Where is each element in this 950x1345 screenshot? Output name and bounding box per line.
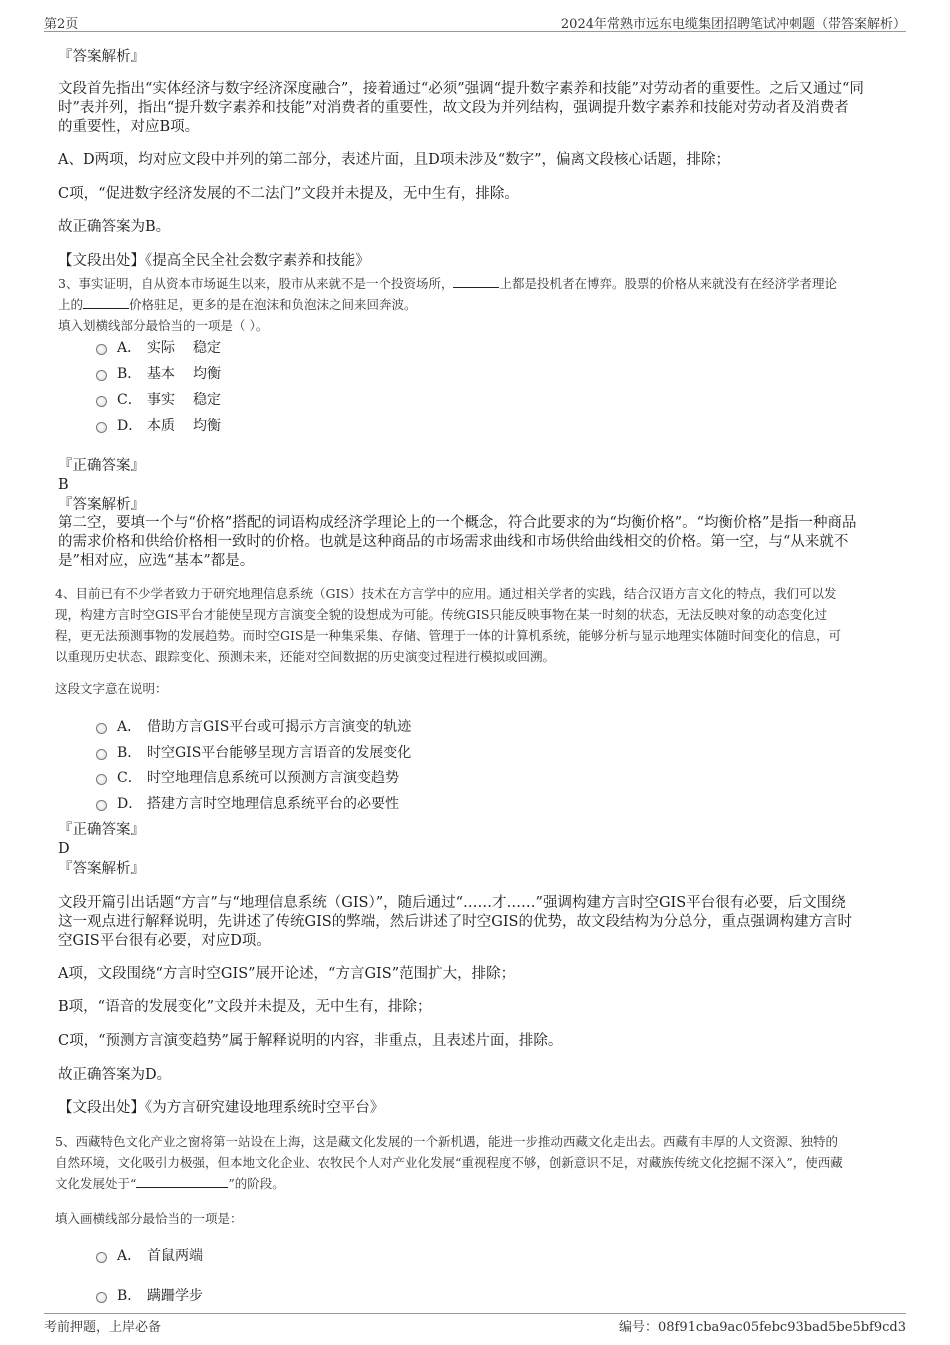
option-text: 首鼠两端 [147,1248,203,1264]
radio-icon[interactable] [96,1292,107,1303]
q3-analysis [58,514,856,571]
option-word-1: 基本 [147,366,175,382]
q2-source [58,252,370,271]
q2-conclusion: 故正确答案为B。 [58,219,171,235]
radio-icon[interactable] [96,774,107,785]
q4-option-c[interactable] [96,767,399,787]
option-word-2: 稳定 [193,392,221,408]
q4-line: 程，更无法预测事物的发展趋势。而时空GIS是一种集采集、存储、管理于一体的计算机系统，能够分析与显示地理实体随时间变化的信息，可 [55,628,841,643]
q3-analysis-line: 第二空，要填一个与“价格”搭配的词语构成经济学理论上的一个概念，符合此要求的为“均衡价格”。“均衡价格”是指一种商品 [58,515,857,531]
option-word-1: 本质 [147,418,175,434]
option-letter: A． [117,1248,142,1264]
q4-source [58,1099,384,1118]
option-word-1: 实际 [147,340,175,356]
option-letter: A． [117,719,142,735]
radio-icon[interactable] [96,344,107,355]
option-letter: B． [117,1288,142,1304]
q5-prompt: 填入画横线部分最恰当的一项是： [55,1211,243,1226]
q3-option-b[interactable] [96,363,221,383]
q5-stem [55,1131,843,1194]
option-word-1: 事实 [147,392,175,408]
q3-blank-2 [83,294,129,309]
q2-c-explanation: C项，“促进数字经济发展的不二法门”文段并未提及，无中生有，排除。 [58,186,519,202]
document-title: 2024年常熟市远东电缆集团招聘笔试冲刺题（带答案解析） [560,17,906,32]
option-letter: D． [117,418,143,434]
q4-line: 以重现历史状态、跟踪变化、预测未来，还能对空间数据的历史演变过程进行模拟或回溯。 [55,649,556,664]
option-word-2: 均衡 [193,418,221,434]
radio-icon[interactable] [96,370,107,381]
q3-text: 上的 [58,297,84,312]
q3-text: 价格驻足，更多的是在泡沫和负泡沫之间来回奔波。 [129,297,417,312]
q4-option-b[interactable] [96,742,411,762]
footer-divider [44,1313,906,1314]
q3-blank-1 [453,273,499,288]
q3-option-c[interactable] [96,389,221,409]
q2-analysis-line: 的重要性，对应B项。 [58,119,200,135]
q2-analysis [58,80,864,137]
q5-option-b[interactable] [96,1285,203,1305]
option-letter: C． [117,770,142,786]
q3-text: 上都是投机者在博弈。股票的价格从来就没有在经济学者理论 [499,276,837,291]
option-text: 蹒跚学步 [147,1288,203,1304]
option-text: 时空地理信息系统可以预测方言演变趋势 [147,770,399,786]
q3-option-d[interactable] [96,415,221,435]
footer-code-value: 08f91cba9ac05febc93bad5be5bf9cd3 [658,1320,906,1335]
q3-prompt: 填入划横线部分最恰当的一项是（ ）。 [58,318,269,333]
q3-analysis-line: 是”相对应，应选“基本”都是。 [58,553,255,569]
q5-option-a[interactable] [96,1245,203,1265]
q4-analysis-line: 这一观点进行解释说明，先讲述了传统GIS的弊端，然后讲述了时空GIS的优势，故文段结构为分总分，重点强调构建方言时 [58,914,852,930]
page-number: 第2页 [44,17,79,32]
q4-line: 4、目前已有不少学者致力于研究地理信息系统（GIS）技术在方言学中的应用。通过相关学者的实践，结合汉语方言文化的特点，我们可以发 [55,586,837,601]
option-letter: B． [117,366,142,382]
q3-analysis-label: 『答案解析』 [58,497,145,513]
q4-conclusion: 故正确答案为D。 [58,1067,172,1083]
q5-line: 自然环境，文化吸引力极强，但本地文化企业、农牧民个人对产业化发展“重视程度不够，创新意识不足，对藏族传统文化挖掘不深入”，使西藏 [55,1155,843,1170]
radio-icon[interactable] [96,723,107,734]
option-letter: A． [117,340,142,356]
source-label: 【文段出处】 [58,1100,145,1116]
option-word-2: 均衡 [193,366,221,382]
q4-option-a[interactable] [96,716,411,736]
source-label: 【文段出处】 [58,253,145,269]
q4-a-explanation: A项，文段围绕“方言时空GIS”展开论述，“方言GIS”范围扩大，排除； [58,966,516,982]
q4-correct-answer: D [58,841,70,857]
footer-slogan: 考前押题，上岸必备 [44,1320,162,1335]
q4-analysis [58,894,852,951]
source-title: 《为方言研究建设地理系统时空平台》 [145,1100,385,1116]
radio-icon[interactable] [96,396,107,407]
q3-correct-label: 『正确答案』 [58,458,145,474]
option-text: 时空GIS平台能够呈现方言语音的发展变化 [147,745,412,761]
option-letter: D． [117,796,143,812]
q2-analysis-line: 时”表并列，指出“提升数字素养和技能”对消费者的重要性，故文段为并列结构，强调提升数字素养和技能对劳动者及消费者 [58,100,849,116]
q3-analysis-line: 的需求价格和供给价格相一致时的价格。也就是这种商品的市场需求曲线和市场供给曲线相交的价格。第一空，与“从来就不 [58,534,849,550]
q2-ad-explanation: A、D两项，均对应文段中并列的第二部分，表述片面，且D项未涉及“数字”，偏离文段核心话题，排除； [58,152,731,168]
q3-option-a[interactable] [96,337,221,357]
q5-blank [136,1173,228,1188]
q2-analysis-line: 文段首先指出“实体经济与数字经济深度融合”，接着通过“必须”强调“提升数字素养和技能”对劳动者的重要性。之后又通过“同 [58,81,864,97]
footer-code [619,1316,906,1335]
q4-prompt: 这段文字意在说明： [55,681,168,696]
option-letter: B． [117,745,142,761]
radio-icon[interactable] [96,1252,107,1263]
q5-text: ”的阶段。 [228,1176,285,1191]
option-word-2: 稳定 [193,340,221,356]
q4-stem [55,583,841,667]
q2-analysis-label: 『答案解析』 [58,49,145,65]
q4-analysis-label: 『答案解析』 [58,861,145,877]
q5-text: 文化发展处于“ [55,1176,137,1191]
q4-b-explanation: B项，“语音的发展变化”文段并未提及，无中生有，排除； [58,999,432,1015]
q4-option-d[interactable] [96,793,399,813]
q4-correct-label: 『正确答案』 [58,822,145,838]
option-letter: C． [117,392,142,408]
footer-code-label: 编号： [619,1320,659,1335]
source-title: 《提高全民全社会数字素养和技能》 [145,253,370,269]
q3-correct-answer: B [58,477,69,493]
q4-line: 现，构建方言时空GIS平台才能使呈现方言演变全貌的设想成为可能。传统GIS只能反映事物在某一时刻的状态，无法反映对象的动态变化过 [55,607,827,622]
q4-analysis-line: 空GIS平台很有必要，对应D项。 [58,933,271,949]
option-text: 搭建方言时空地理信息系统平台的必要性 [147,796,399,812]
q5-line: 5、西藏特色文化产业之窗将第一站设在上海，这是藏文化发展的一个新机遇，能进一步推动西藏文化走出去。西藏有丰厚的人文资源、独特的 [55,1134,838,1149]
q4-analysis-line: 文段开篇引出话题“方言”与“地理信息系统（GIS）”，随后通过“……才……”强调构建方言时空GIS平台很有必要，后文围绕 [58,895,846,911]
radio-icon[interactable] [96,422,107,433]
q3-stem [58,273,837,336]
radio-icon[interactable] [96,800,107,811]
radio-icon[interactable] [96,749,107,760]
header-divider [44,31,906,32]
option-text: 借助方言GIS平台或可揭示方言演变的轨迹 [147,719,412,735]
q3-text: 3、事实证明，自从资本市场诞生以来，股市从来就不是一个投资场所， [58,276,454,291]
q4-c-explanation: C项，“预测方言演变趋势”属于解释说明的内容，非重点，且表述片面，排除。 [58,1033,563,1049]
